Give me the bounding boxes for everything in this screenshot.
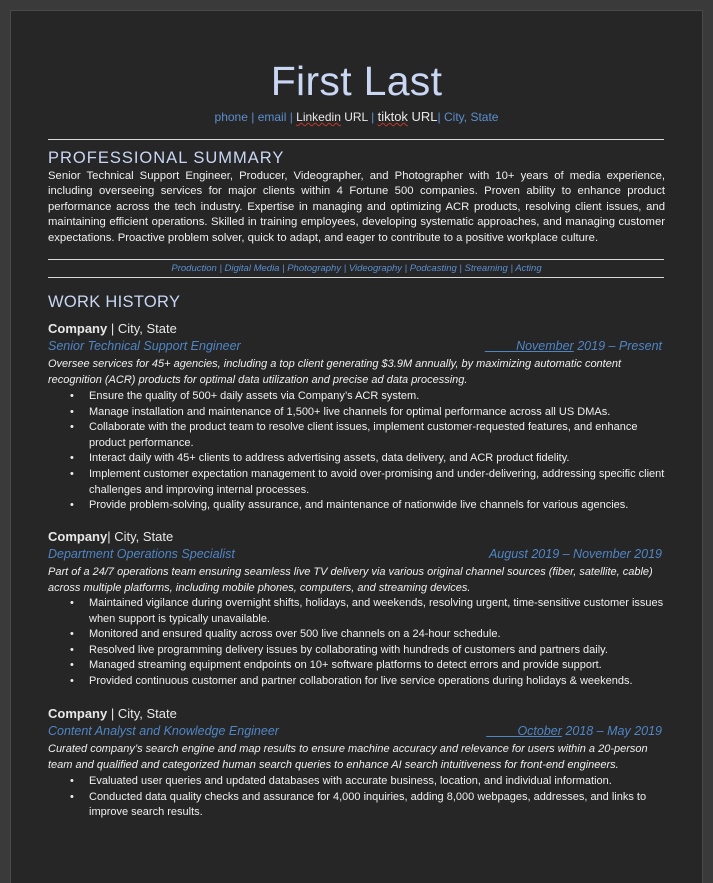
bullet-text: Evaluated user queries and updated databases with accurate business, location, and individual information. bbox=[89, 775, 612, 787]
bullet-icon: • bbox=[70, 405, 74, 418]
bullet-icon: • bbox=[70, 597, 74, 609]
company-location: | City, State bbox=[107, 529, 174, 544]
job-dates-range: 2018 – May 2019 bbox=[561, 724, 662, 738]
job-title: Senior Technical Support Engineer bbox=[48, 339, 241, 353]
bullet-item bbox=[70, 451, 665, 467]
job-dates-month: October bbox=[517, 724, 562, 738]
bullet-text: Managed streaming equipment endpoints on 10+ software platforms to detect errors and provide support. bbox=[89, 659, 602, 672]
job-description: Oversee services for 45+ agencies, including a top client generating $3.9M annually, by maximizing automatic content recognition (ACR) products for optimal data utilization and precise ad data processing. bbox=[48, 358, 622, 386]
bullet-text: Implement customer expectation management to avoid over-promising and under-delivering, addressing specific client challenges and improving internal processes. bbox=[89, 467, 665, 496]
bullet-text: Collaborate with the product team to resolve client issues, implement customer-requested features, and enhance product performance. bbox=[89, 421, 638, 449]
bullet-text: Monitored and ensured quality across over 500 live channels on a 24-hour schedule. bbox=[89, 628, 501, 641]
bullet-icon: • bbox=[70, 674, 74, 687]
contact-separator: | bbox=[286, 110, 297, 124]
job-title: Department Operations Specialist bbox=[48, 547, 235, 561]
bullet-text: Ensure the quality of 500+ daily assets via Company’s ACR system. bbox=[89, 390, 420, 402]
contact-line bbox=[11, 109, 702, 124]
bullet-item bbox=[70, 658, 665, 674]
contact-separator: | bbox=[437, 110, 444, 124]
bullet-item bbox=[70, 405, 665, 421]
contact-linkedin-url: URL bbox=[340, 110, 368, 124]
bullet-icon: • bbox=[70, 628, 74, 641]
divider bbox=[48, 139, 664, 140]
contact-phone: phone bbox=[214, 110, 248, 124]
company-name: Company bbox=[48, 706, 108, 721]
contact-email: email bbox=[257, 110, 287, 124]
job-dates bbox=[486, 724, 662, 738]
job-company bbox=[48, 529, 173, 544]
job-title: Content Analyst and Knowledge Engineer bbox=[48, 724, 279, 738]
company-location: | City, State bbox=[107, 706, 177, 721]
job-title-row bbox=[48, 547, 662, 561]
job-dates bbox=[485, 339, 662, 353]
bullet-item bbox=[70, 420, 665, 451]
bullet-icon: • bbox=[70, 390, 74, 402]
bullet-item bbox=[70, 596, 665, 627]
bullet-item bbox=[70, 643, 665, 659]
bullet-item bbox=[70, 674, 665, 690]
job-company bbox=[48, 321, 177, 336]
bullet-item bbox=[70, 389, 665, 405]
bullet-icon: • bbox=[70, 659, 74, 672]
job-title-row bbox=[48, 339, 662, 353]
bullet-text: Resolved live programming delivery issues by collaborating with hundreds of customers and partners daily. bbox=[89, 643, 608, 656]
contact-linkedin bbox=[296, 110, 368, 124]
job-dates-lead bbox=[486, 724, 517, 738]
bullet-icon: • bbox=[70, 790, 74, 803]
bullet-item bbox=[70, 774, 665, 790]
bullet-text: Maintained vigilance during overnight shifts, holidays, and weekends, resolving urgent, time-sensitive customer issues when support is typically unavailable. bbox=[89, 597, 664, 625]
bullet-icon: • bbox=[70, 421, 74, 434]
job-dates-range: 2019 – Present bbox=[573, 339, 662, 353]
bullet-icon: • bbox=[70, 499, 74, 512]
bullet-icon: • bbox=[70, 452, 74, 465]
divider bbox=[48, 277, 664, 278]
work-heading: WORK HISTORY bbox=[48, 293, 181, 311]
contact-tiktok-label: tiktok bbox=[377, 109, 408, 124]
bullet-icon: • bbox=[70, 643, 74, 656]
skills-line: Production | Digital Media | Photography | Videography | Podcasting | Streaming | Acting bbox=[171, 263, 542, 274]
contact-location: City, State bbox=[444, 110, 499, 124]
bullet-icon: • bbox=[70, 467, 74, 480]
bullet-text: Conducted data quality checks and assurance for 4,000 inquiries, adding 8,000 webpages, addresses, and links to improve search results. bbox=[89, 790, 647, 819]
company-location: | City, State bbox=[107, 321, 177, 336]
company-name: Company bbox=[48, 529, 108, 544]
summary-text: Senior Technical Support Engineer, Producer, Videographer, and Photographer with 10+ years of media experience, including overseeing services for major clients within 4 Fortune 500 companies. Proven ability to enhance product performance across the tech industry. Expertise in managing and optimizing ACR products, resolving client issues, and maintaining efficient operations. Skilled in training employees, developing systematic approaches, and managing customer expectations. Proactive problem solver, quick to adapt, and eager to contribute to a positive workplace culture. bbox=[48, 170, 665, 244]
contact-separator: | bbox=[247, 110, 258, 124]
resume-page bbox=[10, 10, 703, 883]
bullet-item bbox=[70, 790, 665, 821]
job-company bbox=[48, 706, 177, 721]
job-description: Curated company’s search engine and map results to ensure machine accuracy and relevance for users within a 20-person team and qualified and categorized human search queries to enhance AI search intuitiveness for front-end engineers. bbox=[48, 743, 648, 771]
job-description: Part of a 24/7 operations team ensuring seamless live TV delivery via various original channel sources (fiber, satellite, cable) across multiple platforms, including mobile phones, computers, and streaming devices. bbox=[48, 566, 653, 594]
job-dates-lead bbox=[485, 339, 516, 353]
contact-separator: | bbox=[367, 110, 378, 124]
bullet-icon: • bbox=[70, 775, 74, 787]
bullet-text: Provided continuous customer and partner collaboration for live service operations during holidays & weekends. bbox=[89, 674, 633, 687]
divider bbox=[48, 259, 664, 260]
summary-heading: PROFESSIONAL SUMMARY bbox=[48, 149, 285, 167]
candidate-name: First Last bbox=[270, 58, 443, 104]
bullet-item bbox=[70, 627, 665, 643]
job-dates-month: November bbox=[516, 339, 574, 353]
bullet-item bbox=[70, 467, 665, 498]
bullet-text: Provide problem-solving, quality assurance, and maintenance of nationwide live channels for various agencies. bbox=[89, 499, 629, 512]
bullet-item bbox=[70, 498, 665, 514]
job-title-row bbox=[48, 724, 662, 738]
job-bullets bbox=[70, 596, 665, 690]
job-bullets bbox=[70, 389, 665, 514]
contact-tiktok-url: URL bbox=[407, 109, 438, 124]
bullet-text: Manage installation and maintenance of 1,500+ live channels for optimal performance across all US DMAs. bbox=[89, 405, 611, 418]
company-name: Company bbox=[48, 321, 108, 336]
contact-tiktok bbox=[378, 109, 438, 124]
contact-linkedin-label: Linkedin bbox=[296, 110, 341, 124]
job-bullets bbox=[70, 774, 665, 821]
job-dates-range: August 2019 – November 2019 bbox=[488, 547, 662, 561]
job-dates bbox=[489, 547, 662, 561]
bullet-text: Interact daily with 45+ clients to address advertising assets, data delivery, and ACR product fidelity. bbox=[89, 452, 570, 465]
